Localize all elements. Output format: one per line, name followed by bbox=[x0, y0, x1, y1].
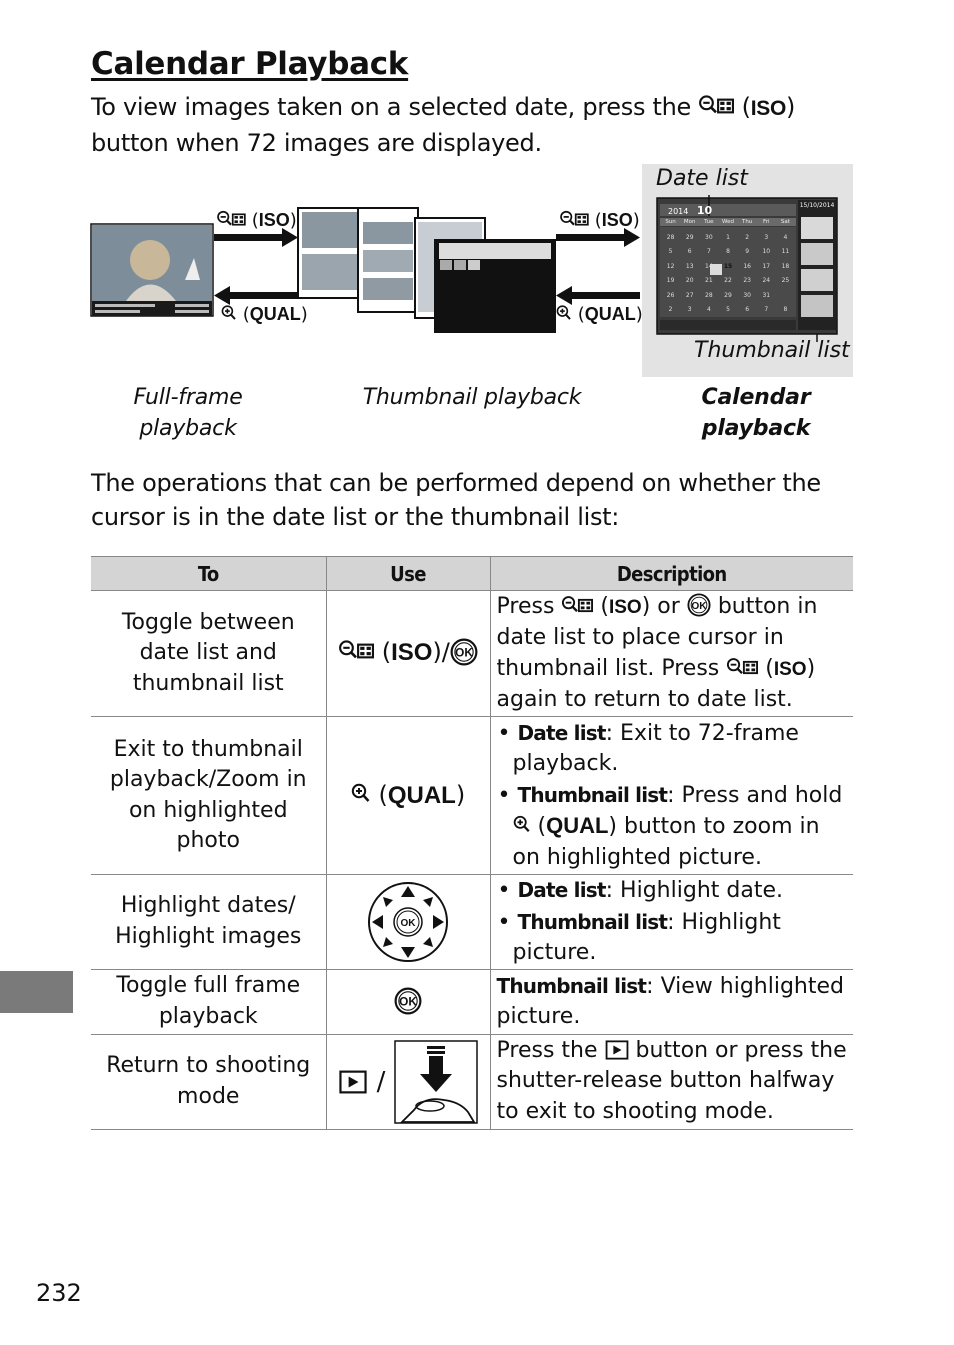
zoom-out-thumbnail-icon bbox=[698, 94, 734, 118]
zoom-in-icon bbox=[221, 304, 237, 323]
playback-modes-figure bbox=[90, 160, 855, 450]
intro-paragraph bbox=[91, 90, 851, 161]
row3-use bbox=[326, 875, 490, 970]
header-use: Use bbox=[326, 557, 490, 591]
intro-text-after: button when 72 images are displayed. bbox=[91, 129, 542, 157]
calendar-day: 14 bbox=[705, 262, 713, 270]
table-row bbox=[91, 969, 853, 1034]
calendar-day: 21 bbox=[705, 277, 713, 285]
calendar-weekday: Thu bbox=[741, 219, 753, 225]
row4-description: Thumbnail list: View highlighted picture. bbox=[490, 969, 853, 1034]
calendar-day: 9 bbox=[745, 248, 750, 256]
calendar-week bbox=[661, 230, 795, 245]
shutter-release-icon bbox=[394, 1040, 478, 1124]
zoom-out-thumbnail-icon bbox=[561, 595, 593, 616]
calendar-weekday: Sun bbox=[665, 219, 676, 225]
table-row bbox=[91, 875, 853, 970]
calendar-weekday: Wed bbox=[721, 219, 734, 225]
intro-text-before: To view images taken on a selected date, press the bbox=[91, 93, 691, 121]
zoom-out-thumbnail-icon bbox=[338, 639, 374, 663]
calendar-grid bbox=[661, 230, 795, 317]
calendar-day: 3 bbox=[687, 306, 692, 314]
calendar-day: 3 bbox=[764, 233, 769, 241]
calendar-weekday: Fri bbox=[762, 219, 770, 225]
calendar-day: 19 bbox=[666, 277, 675, 285]
header-description: Description bbox=[490, 557, 853, 591]
calendar-day: 20 bbox=[685, 277, 694, 285]
operations-paragraph: The operations that can be performed depend on whether the cursor is in the date list or the thumbnail list: bbox=[91, 469, 821, 531]
thumbnail-date: 15/10/2014 bbox=[799, 202, 835, 209]
arrow-label-qual-1: (QUAL) bbox=[221, 304, 308, 325]
list-item: • Date list: Exit to 72-frame playback. bbox=[497, 720, 799, 777]
arrow-label-iso-1: (ISO) bbox=[216, 210, 297, 231]
playback-button-icon bbox=[338, 1070, 368, 1094]
calendar-weekday: Mon bbox=[683, 219, 696, 225]
calendar-day: 22 bbox=[724, 277, 732, 285]
full-frame-screen bbox=[91, 224, 213, 316]
zoom-out-thumbnail-icon bbox=[559, 210, 589, 229]
calendar-day: 15 bbox=[723, 262, 733, 270]
calendar-day: 23 bbox=[743, 277, 751, 285]
calendar-day: 28 bbox=[705, 291, 713, 299]
calendar-day: 16 bbox=[743, 262, 751, 270]
multi-selector-icon bbox=[366, 880, 450, 964]
calendar-day: 26 bbox=[666, 291, 675, 299]
calendar-day: 8 bbox=[783, 306, 788, 314]
arrow-label-qual-2: (QUAL) bbox=[556, 304, 643, 325]
row1-description: Press (ISO) or button in date list to place cursor in thumbnail list. Press (ISO) again to return to date list. bbox=[490, 591, 853, 717]
table-header-row bbox=[91, 557, 853, 591]
calendar-day: 30 bbox=[705, 233, 713, 241]
calendar-day: 30 bbox=[743, 291, 751, 299]
calendar-day: 13 bbox=[685, 262, 694, 270]
zoom-in-icon bbox=[351, 782, 371, 806]
calendar-day: 5 bbox=[668, 248, 673, 256]
calendar-day: 4 bbox=[706, 306, 711, 314]
calendar-day: 12 bbox=[666, 262, 675, 270]
operations-table bbox=[91, 556, 853, 1130]
calendar-week bbox=[661, 303, 795, 318]
calendar-weekday: Tue bbox=[704, 219, 714, 225]
table-row bbox=[91, 591, 853, 717]
zoom-in-icon bbox=[513, 814, 531, 836]
calendar-week bbox=[661, 245, 795, 260]
calendar-week bbox=[661, 288, 795, 303]
calendar-day: 5 bbox=[726, 306, 730, 314]
playback-button-icon bbox=[605, 1040, 629, 1060]
calendar-week bbox=[661, 274, 795, 289]
calendar-header: 2014 10 bbox=[668, 204, 713, 217]
row1-use: (ISO)/ bbox=[326, 591, 490, 717]
intro-iso-label: (ISO) bbox=[741, 93, 796, 121]
caption-full-frame: Full-frame playback bbox=[133, 385, 243, 441]
calendar-day: 25 bbox=[781, 277, 790, 285]
row5-to: Return to shooting mode bbox=[91, 1034, 326, 1129]
row3-to: Highlight dates/ Highlight images bbox=[91, 875, 326, 970]
calendar-day: 29 bbox=[685, 233, 694, 241]
calendar-day: 8 bbox=[726, 248, 730, 256]
ok-button-icon bbox=[687, 593, 711, 617]
calendar-day: 7 bbox=[706, 248, 711, 256]
arrow-back-to-thumbnails bbox=[556, 286, 640, 305]
row2-use: (QUAL) bbox=[326, 717, 490, 875]
calendar-weekdays bbox=[661, 219, 795, 225]
row1-to: Toggle between date list and thumbnail list bbox=[91, 591, 326, 717]
row4-use bbox=[326, 969, 490, 1034]
calendar-day: 4 bbox=[783, 233, 788, 241]
calendar-day: 31 bbox=[762, 291, 771, 299]
header-to: To bbox=[91, 557, 326, 591]
calendar-day: 17 bbox=[762, 262, 771, 270]
calendar-day: 10 bbox=[762, 248, 771, 256]
arrow-label-iso-2: (ISO) bbox=[559, 210, 640, 231]
calendar-week bbox=[661, 259, 795, 274]
list-item: • Date list: Highlight date. bbox=[497, 878, 783, 903]
callout-date-list: Date list bbox=[656, 166, 748, 191]
callout-thumbnail-list: Thumbnail list bbox=[694, 338, 850, 363]
calendar-weekday: Sat bbox=[780, 219, 790, 225]
calendar-day: 2 bbox=[668, 306, 673, 314]
zoom-out-thumbnail-icon bbox=[726, 657, 758, 678]
calendar-day: 28 bbox=[666, 233, 675, 241]
ok-button-icon bbox=[394, 987, 422, 1015]
zoom-in-icon bbox=[556, 304, 572, 323]
calendar-day: 27 bbox=[685, 291, 694, 299]
row2-to: Exit to thumbnail playback/Zoom in on highlighted photo bbox=[91, 717, 326, 875]
page-number: 232 bbox=[36, 1279, 82, 1307]
calendar-day: 6 bbox=[745, 306, 750, 314]
caption-thumbnail: Thumbnail playback bbox=[362, 385, 582, 410]
row5-description: Press the button or press the shutter-release button halfway to exit to shooting mode. bbox=[490, 1034, 853, 1129]
calendar-day: 24 bbox=[762, 277, 771, 285]
caption-calendar: Calendar playback bbox=[701, 385, 811, 441]
section-tab bbox=[0, 971, 73, 1013]
ok-button-icon bbox=[450, 638, 478, 666]
calendar-day: 6 bbox=[687, 248, 692, 256]
row3-description bbox=[490, 875, 853, 970]
list-item: • Thumbnail list: Highlight picture. bbox=[497, 909, 781, 965]
calendar-day: 11 bbox=[781, 248, 790, 256]
calendar-day: 1 bbox=[726, 233, 730, 241]
arrow-to-full-frame bbox=[214, 286, 298, 305]
zoom-out-thumbnail-icon bbox=[216, 210, 246, 229]
table-row bbox=[91, 1034, 853, 1129]
calendar-day: 7 bbox=[764, 306, 769, 314]
table-row bbox=[91, 717, 853, 875]
calendar-day: 2 bbox=[745, 233, 750, 241]
svg-text:OK: OK bbox=[400, 917, 416, 929]
row5-use: / bbox=[326, 1034, 490, 1129]
calendar-day: 29 bbox=[724, 291, 732, 299]
thumbnail-screens bbox=[298, 208, 555, 332]
calendar-day: 18 bbox=[781, 262, 790, 270]
row4-to: Toggle full frame playback bbox=[91, 969, 326, 1034]
list-item: • Thumbnail list: Press and hold (QUAL) button to zoom in on highlighted picture. bbox=[497, 782, 843, 870]
row2-description bbox=[490, 717, 853, 875]
page-title: Calendar Playback bbox=[91, 46, 409, 82]
